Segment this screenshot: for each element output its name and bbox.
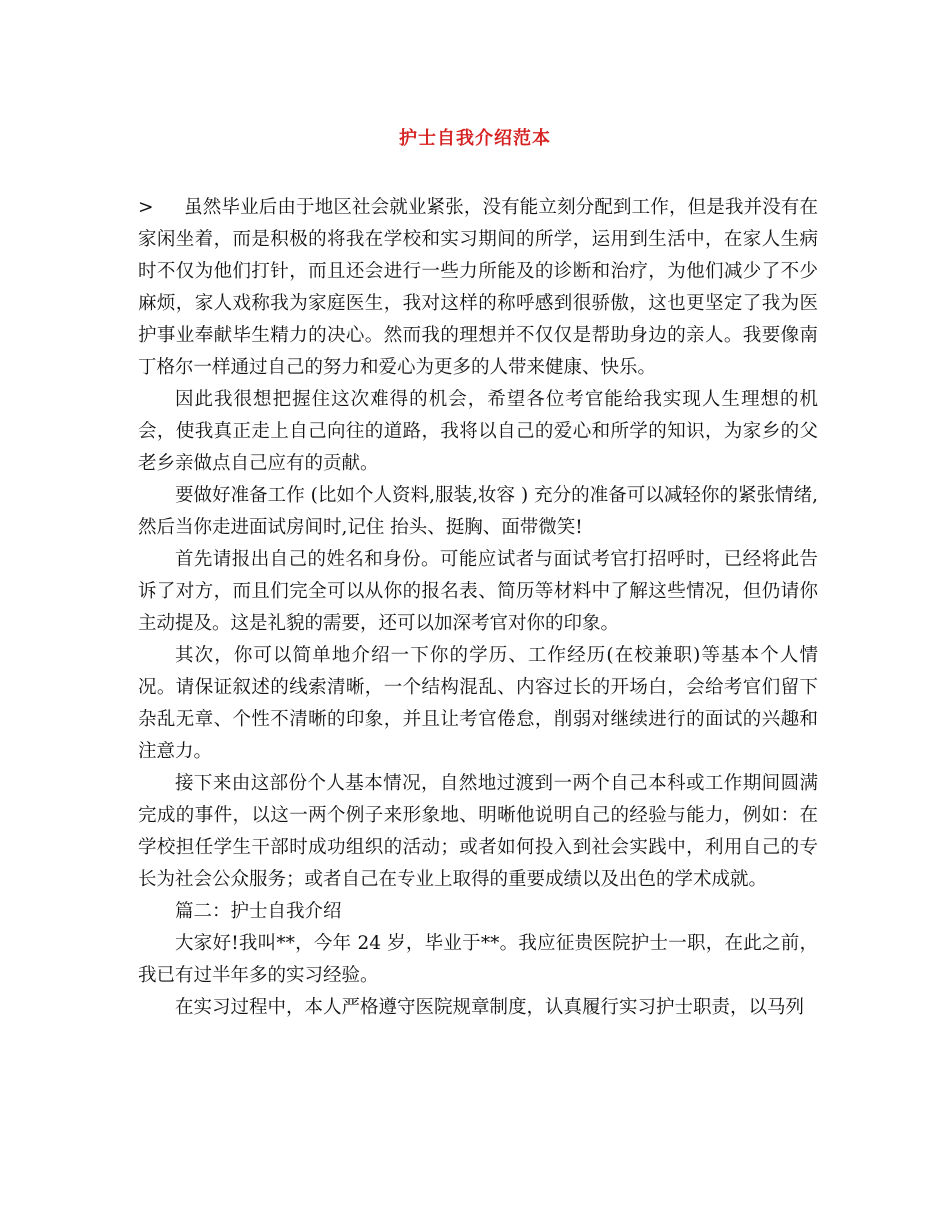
paragraph-4: 首先请报出自己的姓名和身份。可能应试者与面试考官打招呼时，已经将此告诉了对方，而且们完全可以从你的报名表、简历等材料中了解这些情况，但仍请你主动提及。这是礼貌的需要，还可以加深考官对你的印象。 <box>138 549 818 634</box>
paragraph-3: 要做好准备工作 (比如个人资料,服装,妆容 ) 充分的准备可以减轻你的紧张情绪,然后当你走进面试房间时,记住 抬头、挺胸、面带微笑! <box>138 485 818 538</box>
paragraph-6: 接下来由这部份个人基本情况，自然地过渡到一两个自己本科或工作期间圆满完成的事件，以这一两个例子来形象地、明晰他说明自己的经验与能力，例如：在学校担任学生干部时成功组织的活动；或者如何投入到社会实践中，利用自己的专长为社会公众服务；或者自己在专业上取得的重要成绩以及出色的学术成就。 <box>138 773 818 890</box>
paragraph-1 <box>138 192 818 384</box>
paragraph-8: 在实习过程中，本人严格遵守医院规章制度，认真履行实习护士职责，以马列 <box>175 997 805 1018</box>
paragraph-1-text: 虽然毕业后由于地区社会就业紧张，没有能立刻分配到工作，但是我并没有在家闲坐着，而是积极的将我在学校和实习期间的所学，运用到生活中，在家人生病时不仅为他们打针，而且还会进行一些力所能及的诊断和治疗，为他们减少了不少麻烦，家人戏称我为家庭医生，我对这样的称呼感到很骄傲，这也更坚定了我为医护事业奉献毕生精力的决心。然而我的理想并不仅仅是帮助身边的亲人。我要像南丁格尔一样通过自己的努力和爱心为更多的人带来健康、快乐。 <box>138 197 818 378</box>
paragraph-2: 因此我很想把握住这次难得的机会，希望各位考官能给我实现人生理想的机会，使我真正走上自己向往的道路，我将以自己的爱心和所学的知识，为家乡的父老乡亲做点自己应有的贡献。 <box>138 389 818 474</box>
section-heading: 篇二：护士自我介绍 <box>175 901 342 922</box>
paragraph-7: 大家好!我叫**，今年 24 岁，毕业于**。我应征贵医院护士一职，在此之前，我已有过半年多的实习经验。 <box>138 933 818 986</box>
paragraph-5: 其次，你可以简单地介绍一下你的学历、工作经历(在校兼职)等基本个人情况。请保证叙述的线索清晰，一个结构混乱、内容过长的开场白，会给考官们留下杂乱无章、个性不清晰的印象，并且让考官倦怠，削弱对继续进行的面试的兴趣和注意力。 <box>138 645 818 762</box>
document-title: 护士自我介绍范本 <box>399 128 551 149</box>
document-body <box>138 192 818 1024</box>
bullet-marker: > <box>138 197 154 218</box>
